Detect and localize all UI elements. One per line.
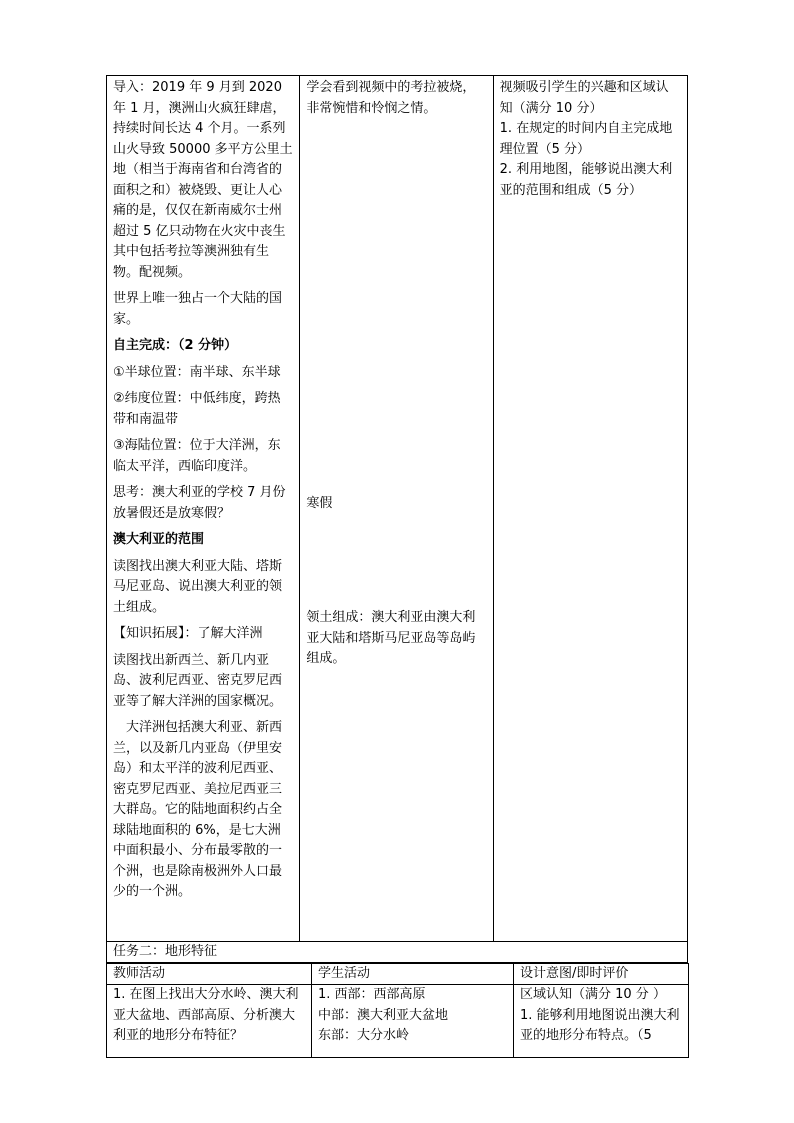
scope-text: 读图找出澳大利亚大陆、塔斯马尼亚岛、说出澳大利亚的领土组成。 [113, 558, 283, 615]
task2-teacher-text: 1. 在图上找出大分水岭、澳大利亚大盆地、西部高原、分析澳大利亚的地形分布特征？ [113, 987, 299, 1043]
task2-teacher-cell [107, 985, 312, 1058]
winter-vacation-answer: 寒假 [306, 496, 333, 511]
goal-2-text: 2. 利用地图，能够说出澳大利亚的范围和组成（5 分） [499, 162, 673, 198]
task2-design-cell [514, 985, 689, 1058]
scope-title: 澳大利亚的范围 [113, 532, 205, 547]
student-activity-cell [300, 76, 493, 942]
header-teacher: 教师活动 [113, 966, 166, 981]
task2-design-goal: 1. 能够利用地图说出澳大利亚的地形分布特点。（5 [520, 1007, 680, 1043]
design-intent-cell [493, 76, 687, 942]
task1-content-row [107, 76, 688, 942]
knowledge-expand-title: 【知识拓展】：了解大洋洲 [113, 626, 263, 641]
lesson-plan-table [106, 75, 688, 963]
header-design: 设计意图/即时评价 [520, 966, 629, 981]
teacher-activity-cell [107, 76, 300, 942]
self-complete-title: 自主完成：（2 分钟） [113, 338, 238, 353]
intent-text: 视频吸引学生的兴趣和区域认知（满分 10 分） [499, 80, 669, 116]
hemisphere-item: ①半球位置：南半球、东半球 [113, 364, 281, 380]
task2-student-center: 中部：澳大利亚大盆地 [318, 1007, 449, 1023]
task2-content-row [107, 985, 689, 1058]
task2-student-cell [312, 985, 514, 1058]
oceania-paragraph: 大洋洲包括澳大利亚、新西兰，以及新几内亚岛（伊里安岛）和太平洋的波利尼西亚、密克罗尼西亚、美拉尼西亚三大群岛。它的陆地面积约占全球陆地面积的 6%，是七大洲中面积最小、分布最零散的一个洲，也是除南极洲外人口最少的一个洲。 [113, 720, 283, 899]
task2-table [106, 963, 689, 1058]
task2-student-west: 1. 西部：西部高原 [318, 987, 426, 1002]
unique-country-text: 世界上唯一独占一个大陆的国家。 [113, 291, 283, 327]
knowledge-expand-text: 读图找出新西兰、新几内亚岛、波利尼西亚、密克罗尼西亚等了解大洋洲的国家概况。 [113, 652, 283, 709]
header-student: 学生活动 [318, 966, 371, 981]
task2-title-row [107, 942, 688, 963]
task2-title-cell [107, 942, 688, 963]
task2-design-intent: 区域认知（满分 10 分 ） [520, 987, 666, 1002]
intro-paragraph: 导入：2019 年 9 月到 2020 年 1 月，澳洲山火疯狂肆虐，持续时间长达 4 个月。一系列山火导致 50000 多平方公里土地（相当于海南省和台湾省的面积之和）被烧毁、更让人心痛的是，仅仅在新南威尔士州超过 5 亿只动物在火灾中丧生其中包括考拉等澳洲独有生物。配视频。 [113, 80, 293, 280]
task2-header-row [107, 964, 689, 985]
sea-land-item: ③海陆位置：位于大洋洲，东临太平洋，西临印度洋。 [113, 438, 281, 474]
goal-1-text: 1. 在规定的时间内自主完成地理位置（5 分） [499, 121, 673, 157]
think-question: 思考：澳大利亚的学校 7 月份放暑假还是放寒假？ [113, 485, 286, 521]
koala-feeling-text: 学会看到视频中的考拉被烧，非常惋惜和怜悯之情。 [306, 80, 476, 116]
task2-student-east: 东部：大分水岭 [318, 1028, 410, 1043]
latitude-item: ②纬度位置：中低纬度，跨热带和南温带 [113, 391, 281, 427]
task2-title: 任务二：地形特征 [113, 944, 218, 959]
territory-answer: 领土组成：澳大利亚由澳大利亚大陆和塔斯马尼亚岛等岛屿组成。 [306, 610, 476, 666]
